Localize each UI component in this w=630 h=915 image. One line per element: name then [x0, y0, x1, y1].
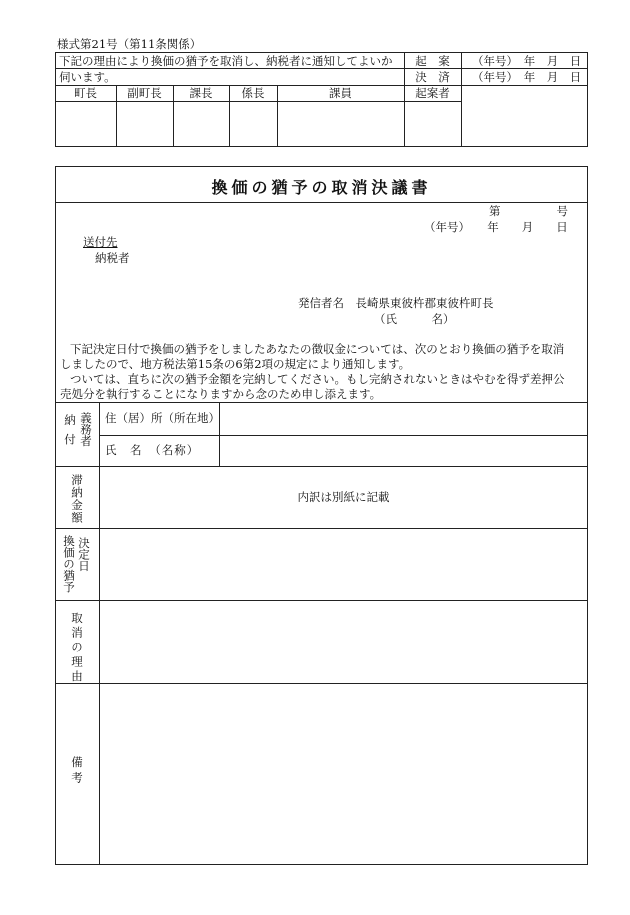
- form-id: 様式第21号（第11条関係）: [57, 37, 202, 51]
- name-label: 氏 名 （名称）: [105, 443, 200, 457]
- table-line: [99, 435, 588, 436]
- kessai-label: 決 済: [415, 70, 450, 84]
- kian-date: （年号） 年 月 日: [472, 54, 582, 68]
- kessai-date: （年号） 年 月 日: [472, 70, 582, 84]
- reason-label: 取消の理由: [70, 612, 84, 685]
- taxpayer-vert-right: 義務者: [79, 412, 93, 447]
- col-kiansha: 起案者: [415, 86, 450, 100]
- approval-row-line: [55, 68, 588, 69]
- col-kakaricho: 係長: [241, 86, 265, 100]
- sender-line: 発信者名 長崎県東彼杵郡東彼杵町長: [298, 296, 494, 310]
- taxpayer-label: 納税者: [95, 251, 130, 265]
- document-box: [55, 166, 588, 865]
- table-line: [55, 600, 588, 601]
- title-line: [55, 202, 588, 203]
- table-line: [55, 528, 588, 529]
- table-line: [55, 402, 588, 403]
- approval-col-line: [461, 52, 462, 147]
- col-kacho: 課長: [189, 86, 213, 100]
- send-to-label: 送付先: [83, 235, 118, 249]
- taxpayer-vert-left: 納付: [63, 414, 77, 453]
- col-kain: 課員: [329, 86, 352, 100]
- document-date: （年号） 年 月 日: [424, 220, 568, 234]
- remarks-label: 備考: [70, 756, 84, 787]
- col-chocho: 町長: [74, 86, 97, 100]
- decision-left: 換価の猶予: [62, 535, 76, 593]
- table-col-line: [99, 402, 100, 865]
- delinquent-label: 滞納金額: [70, 474, 84, 524]
- address-label: 住（居）所（所在地）: [105, 411, 220, 425]
- document-title: 換価の猶予の取消決議書: [211, 178, 432, 197]
- delinquent-value: 内訳は別紙に記載: [297, 490, 390, 504]
- document-number: 第 号: [489, 204, 570, 218]
- request-text-line2: 伺います。: [59, 70, 116, 84]
- body-line3: ついては、直ちに次の猶予金額を完納してください。もし完納されないときはやむを得ず差押公: [70, 372, 565, 386]
- table-line: [55, 466, 588, 467]
- col-fukuchocho: 副町長: [127, 86, 162, 100]
- table-line: [55, 683, 588, 684]
- request-text-line1: 下記の理由により換価の猶予を取消し、納税者に通知してよいか: [59, 54, 393, 68]
- body-line2: しましたので、地方税法第15条の6第2項の規定により通知します。: [60, 357, 411, 371]
- decision-right: 決定日: [77, 537, 91, 572]
- kian-label: 起 案: [415, 54, 450, 68]
- sender-name: （氏 名）: [374, 312, 455, 326]
- body-line4: 売処分を執行することになりますから念のため申し添えます。: [60, 387, 382, 401]
- body-line1: 下記決定日付で換価の猶予をしましたあなたの徴収金については、次のとおり換価の猶予を取消: [70, 342, 565, 356]
